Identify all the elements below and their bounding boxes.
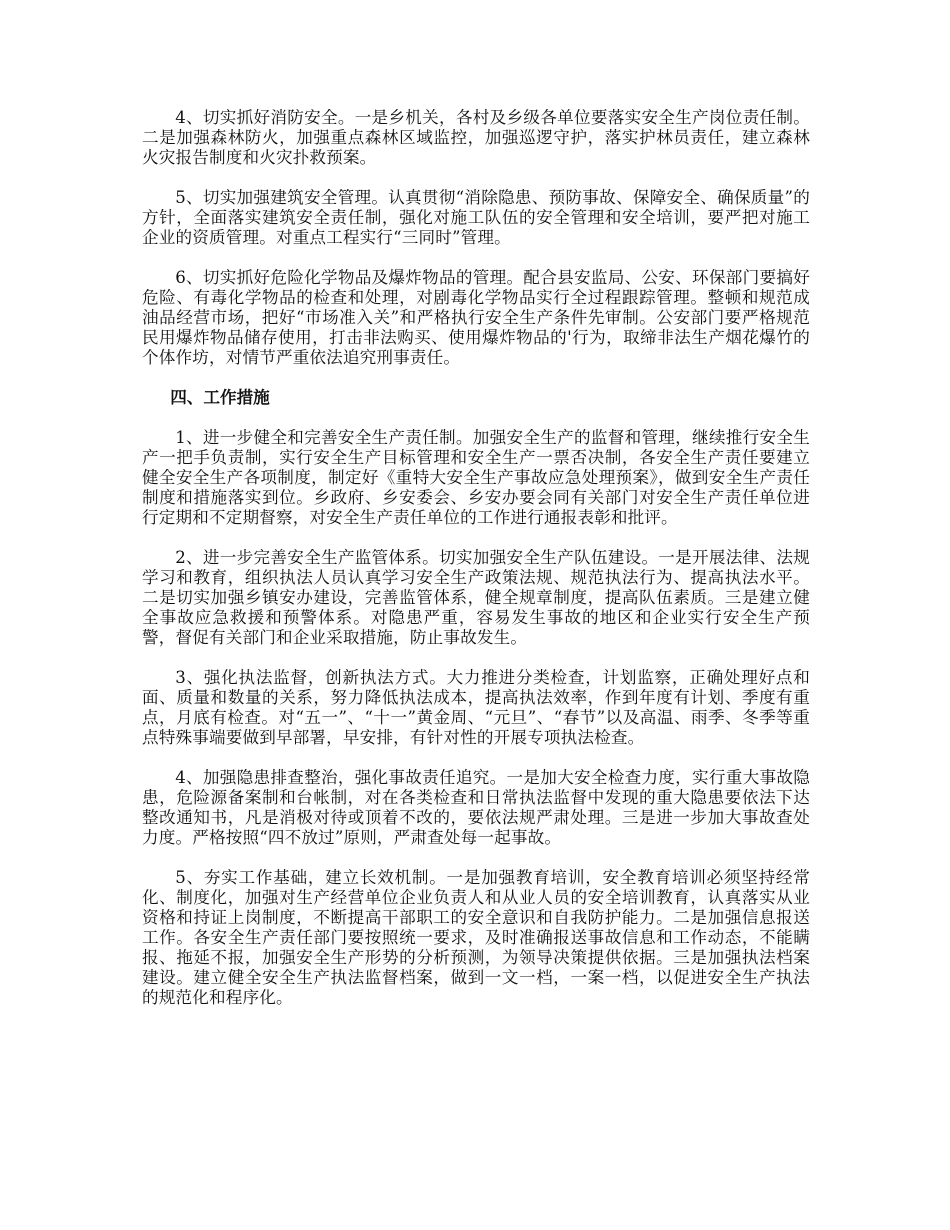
paragraph-hazardous-chemicals: 6、切实抓好危险化学物品及爆炸物品的管理。配合县安监局、公安、环保部门要搞好危险、有毒化学物品的检查和处理，对剧毒化学物品实行全过程跟踪管理。整顿和规范成油品经营市场，把好“市场准入关”和严格执行安全生产条件先审制。公安部门要严格规范民用爆炸物品储存使用，打击非法购买、使用爆炸物品的'行为，取缔非法生产烟花爆竹的个体作坊，对情节严重依法追究刑事责任。 bbox=[142, 268, 810, 367]
paragraph-work-foundation: 5、夯实工作基础，建立长效机制。一是加强教育培训，安全教育培训必须坚持经常化、制度化，加强对生产经营单位企业负责人和从业人员的安全培训教育，认真落实从业资格和持证上岗制度，不断提高干部职工的安全意识和自我防护能力。二是加强信息报送工作。各安全生产责任部门要按照统一要求，及时准确报送事故信息和工作动态，不能瞒报、拖延不报，加强安全生产形势的分析预测，为领导决策提供依据。三是加强执法档案建设。建立健全安全生产执法监督档案，做到一文一档，一案一档，以促进安全生产执法的规范化和程序化。 bbox=[142, 868, 810, 1007]
paragraph-fire-safety: 4、切实抓好消防安全。一是乡机关，各村及乡级各单位要落实安全生产岗位责任制。二是加强森林防火，加强重点森林区域监控，加强巡逻守护，落实护林员责任，建立森林火灾报告制度和火灾扑救预案。 bbox=[142, 108, 810, 167]
document-page bbox=[142, 108, 810, 1028]
paragraph-construction-safety: 5、切实加强建筑安全管理。认真贯彻“消除隐患、预防事故、保障安全、确保质量”的方针，全面落实建筑安全责任制，强化对施工队伍的安全管理和安全培训，要严把对施工企业的资质管理。对重点工程实行“三同时”管理。 bbox=[142, 188, 810, 247]
paragraph-supervision-system: 2、进一步完善安全生产监管体系。切实加强安全生产队伍建设。一是开展法律、法规学习和教育，组织执法人员认真学习安全生产政策法规、规范执法行为、提高执法水平。二是切实加强乡镇安办建设，完善监管体系，健全规章制度，提高队伍素质。三是建立健全事故应急救援和预警体系。对隐患严重，容易发生事故的地区和企业实行安全生产预警，督促有关部门和企业采取措施，防止事故发生。 bbox=[142, 548, 810, 647]
paragraph-responsibility-system: 1、进一步健全和完善安全生产责任制。加强安全生产的监督和管理，继续推行安全生产一把手负责制，实行安全生产目标管理和安全生产一票否决制，各安全生产责任要建立健全安全生产各项制度，制定好《重特大安全生产事故应急处理预案》，做到安全生产责任制度和措施落实到位。乡政府、乡安委会、乡安办要会同有关部门对安全生产责任单位进行定期和不定期督察，对安全生产责任单位的工作进行通报表彰和批评。 bbox=[142, 428, 810, 527]
section-heading-work-measures: 四、工作措施 bbox=[170, 388, 270, 407]
paragraph-hazard-rectification: 4、加强隐患排查整治，强化事故责任追究。一是加大安全检查力度，实行重大事故隐患，危险源备案制和台帐制，对在各类检查和日常执法监督中发现的重大隐患要依法下达整改通知书，凡是消极对待或顶着不改的，要依法规严肃处理。三是进一步加大事故查处力度。严格按照“四不放过”原则，严肃查处每一起事故。 bbox=[142, 768, 810, 847]
paragraph-law-enforcement: 3、强化执法监督，创新执法方式。大力推进分类检查，计划监察，正确处理好点和面、质量和数量的关系，努力降低执法成本，提高执法效率，作到年度有计划、季度有重点，月底有检查。对“五一”、“十一”黄金周、“元旦”、“春节”以及高温、雨季、冬季等重点特殊事端要做到早部署，早安排，有针对性的开展专项执法检查。 bbox=[142, 668, 810, 747]
